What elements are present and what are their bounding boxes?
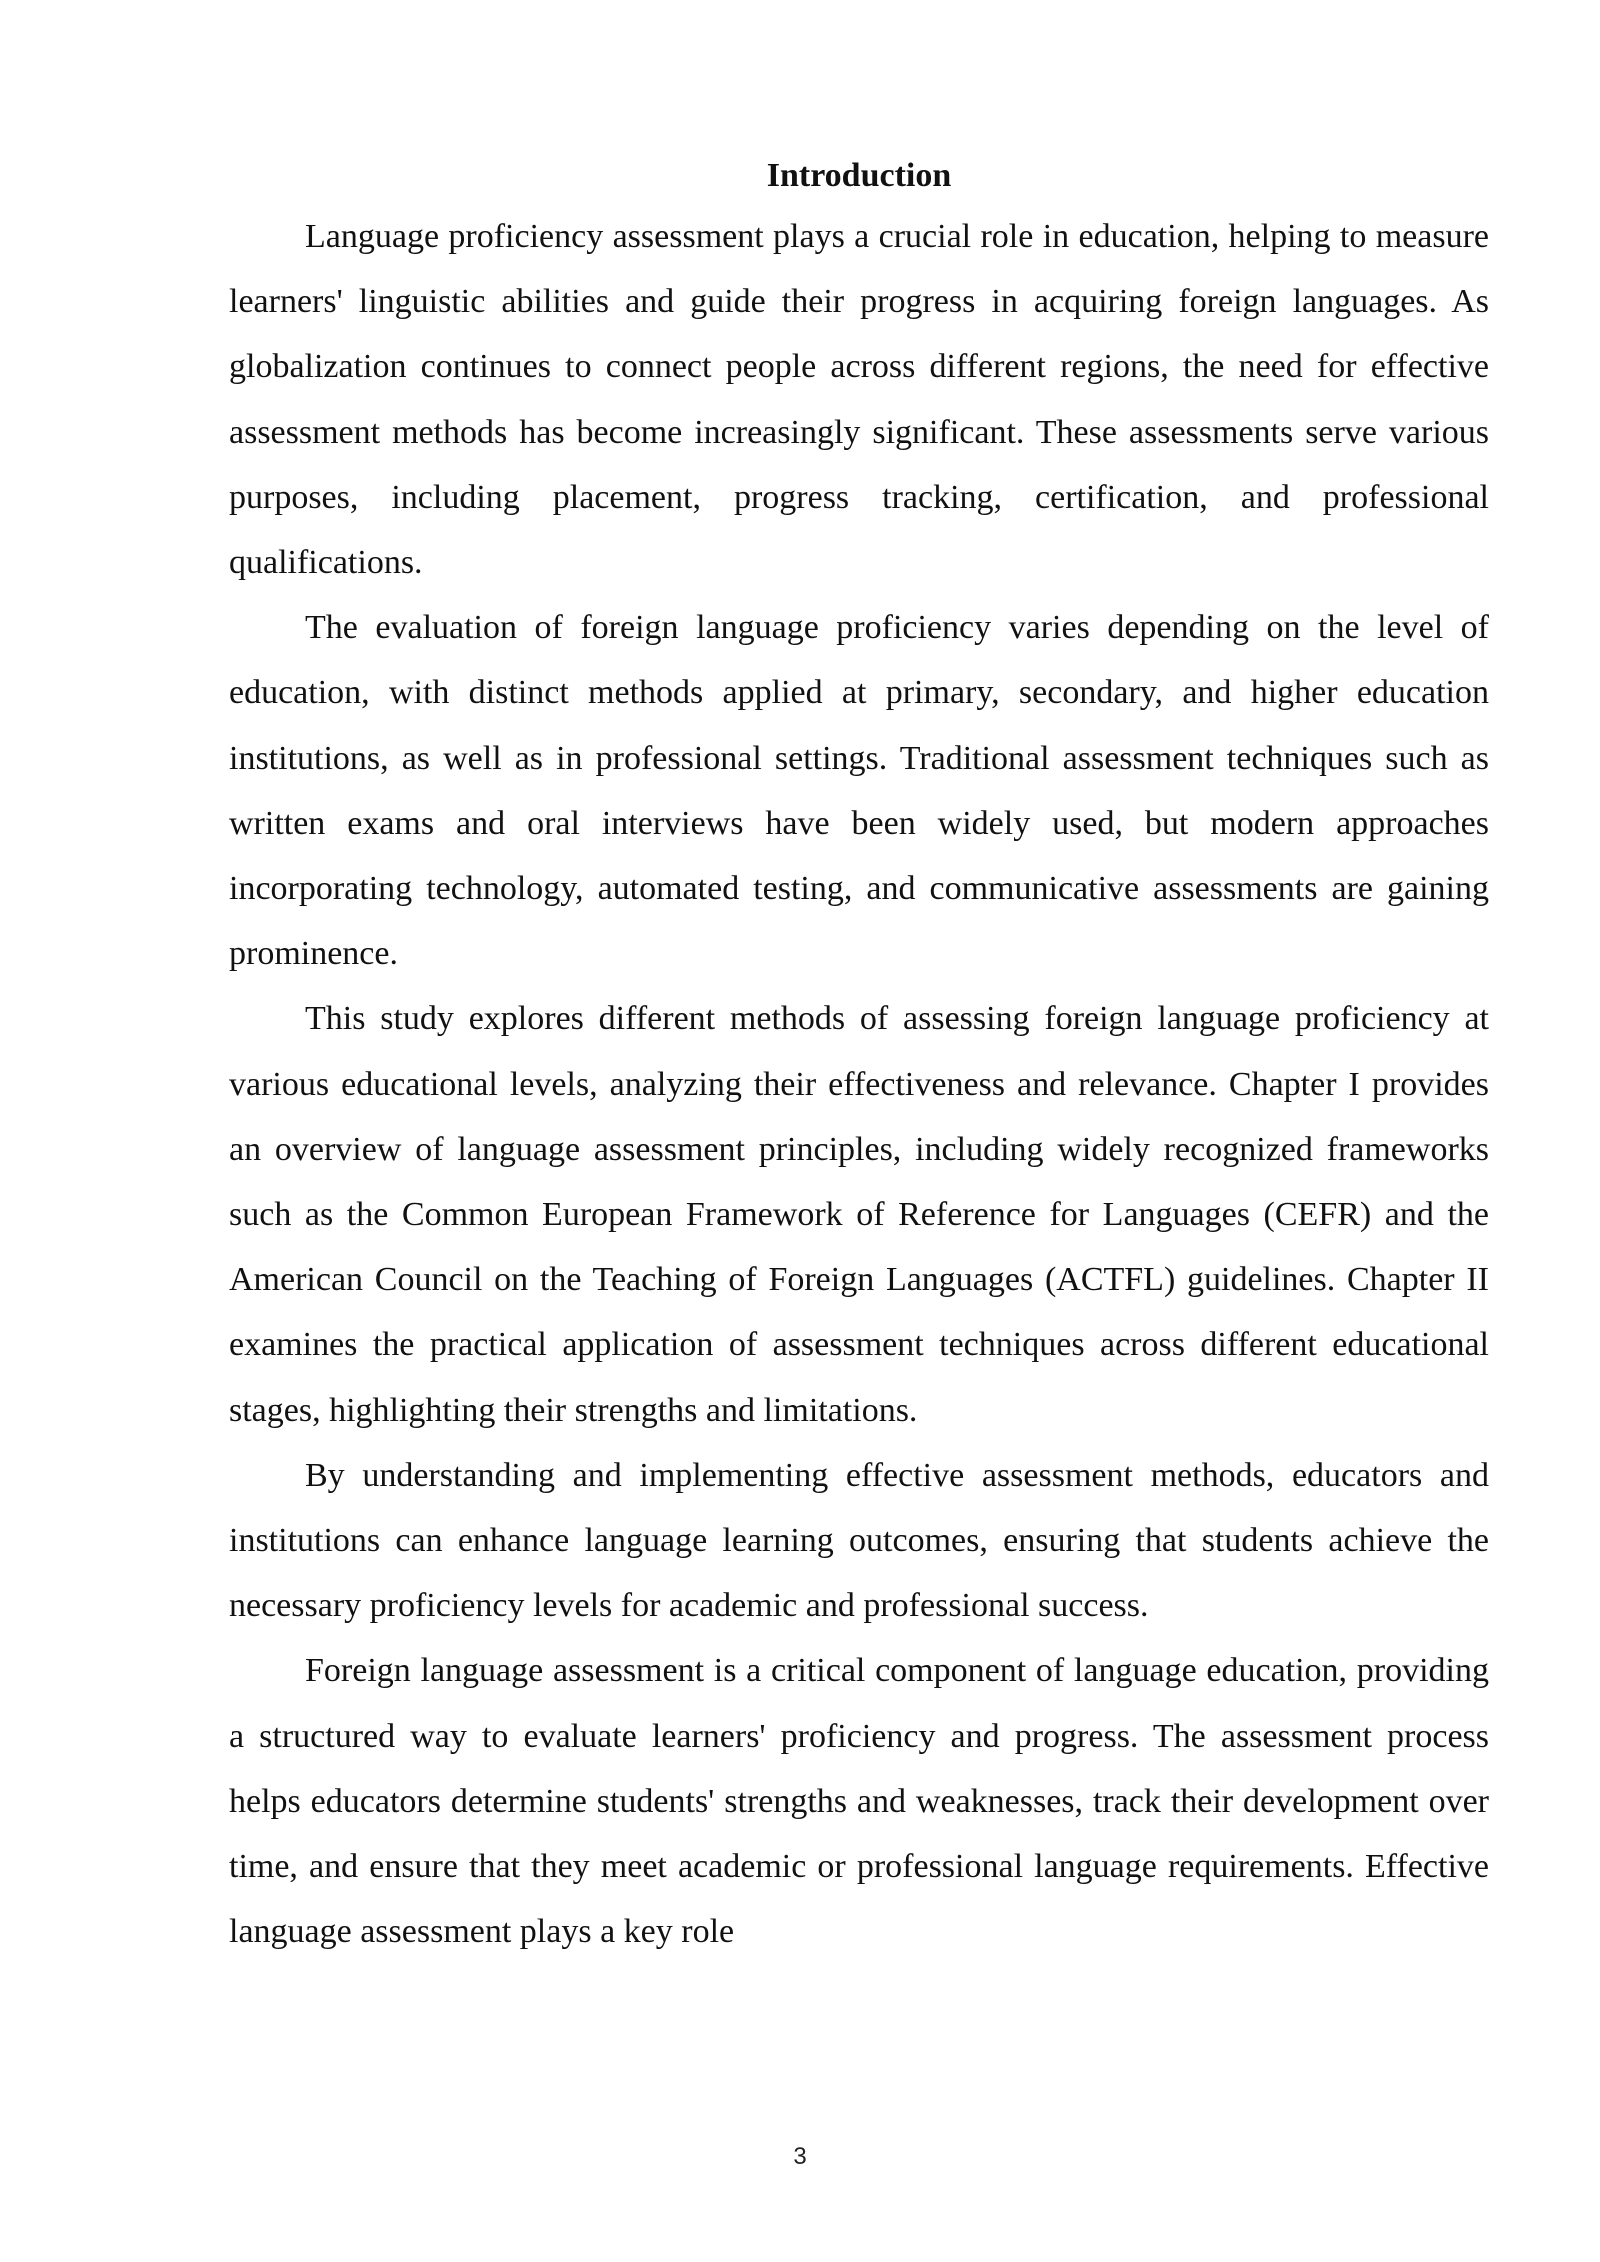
paragraph-1: Language proficiency assessment plays a crucial role in education, helping to measure learners' linguistic abilities and guide their progress in acquiring foreign languages. As globalization continues to connect people across different regions, the need for effective assessment methods has become increasingly significant. These assessments serve various purposes, including placement, progress tracking, certification, and professional qualifications. <box>229 218 1489 582</box>
page-number: 3 <box>793 2143 807 2170</box>
paragraph-3: This study explores different methods of assessing foreign language proficiency at various educational levels, analyzing their effectiveness and relevance. Chapter I provides an overview of language assessment principles, including widely recognized frameworks such as the Common European Framework of Reference for Languages (CEFR) and the American Council on the Teaching of Foreign Languages (ACTFL) guidelines. Chapter II examines the practical application of assessment techniques across different educational stages, highlighting their strengths and limitations. <box>229 1000 1489 1429</box>
paragraph-4: By understanding and implementing effective assessment methods, educators and institutions can enhance language learning outcomes, ensuring that students achieve the necessary proficiency levels for academic and professional success. <box>229 1456 1489 1625</box>
paragraph-2: The evaluation of foreign language proficiency varies depending on the level of education, with distinct methods applied at primary, secondary, and higher education institutions, as well as in professional settings. Traditional assessment techniques such as written exams and oral interviews have been widely used, but modern approaches incorporating technology, automated testing, and communicative assessments are gaining prominence. <box>229 609 1489 973</box>
page-body <box>229 148 1489 1964</box>
paragraph-5: Foreign language assessment is a critical component of language education, providing a structured way to evaluate learners' proficiency and progress. The assessment process helps educators determine students' strengths and weaknesses, track their development over time, and ensure that they meet academic or professional language requirements. Effective language assessment plays a key role <box>229 1652 1489 1951</box>
section-heading: Introduction <box>766 157 952 194</box>
